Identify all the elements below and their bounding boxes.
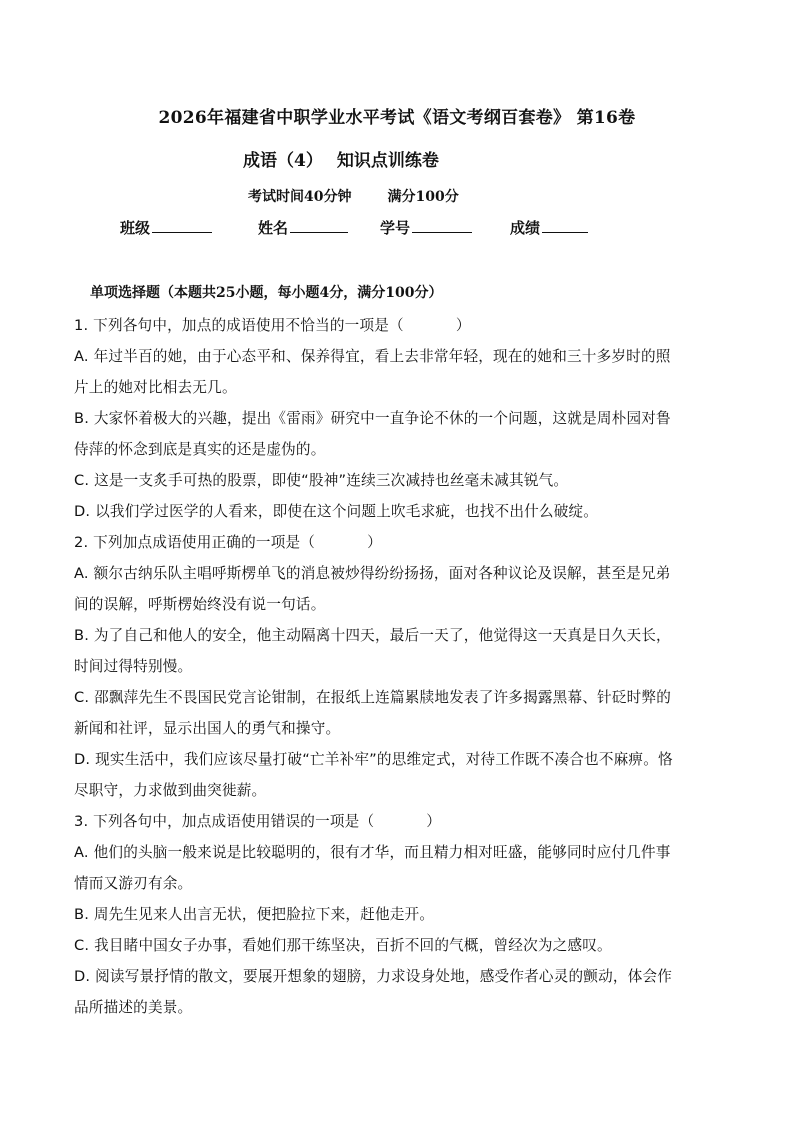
exam-time: 考试时间40分钟	[248, 189, 352, 205]
exam-meta	[248, 186, 459, 206]
option-2a-line-2: 间的误解，呼斯楞始终没有说一句话。	[74, 596, 326, 613]
option-3c: C. 我目睹中国女子办事，看她们那干练坚决，百折不回的气概，曾经次为之感叹。	[74, 937, 612, 954]
option-1a-line-1: A. 年过半百的她，由于心态平和、保养得宜，看上去非常年轻，现在的她和三十多岁时的照	[74, 348, 671, 365]
question-2-stem-text: 2. 下列加点成语使用正确的一项是（	[74, 534, 316, 551]
option-1b-line-2: 侍萍的怀念到底是真实的还是虚伪的。	[74, 441, 326, 458]
option-3d-line-2: 品所描述的美景。	[74, 999, 193, 1016]
grade-label: 成绩	[510, 219, 541, 237]
option-3a-line-1: A. 他们的头脑一般来说是比较聪明的，很有才华，而且精力相对旺盛，能够同时应付几件事	[74, 844, 671, 861]
student-id-blank[interactable]	[412, 216, 472, 233]
option-2b-line-1: B. 为了自己和他人的安全，他主动隔离十四天，最后一天了，他觉得这一天真是日久天长，	[74, 627, 671, 644]
question-2-paren-close: ）	[367, 534, 382, 551]
option-2c-line-2: 新闻和社评，显示出国人的勇气和操守。	[74, 720, 341, 737]
name-blank[interactable]	[290, 216, 348, 233]
exam-full-score: 满分100分	[387, 189, 459, 205]
student-id-field[interactable]	[380, 216, 472, 238]
option-2b-line-2: 时间过得特别慢。	[74, 658, 193, 675]
option-3d-line-1: D. 阅读写景抒情的散文，要展开想象的翅膀，力求设身处地，感受作者心灵的颤动，体会作	[74, 968, 673, 985]
exam-title: 2026年福建省中职学业水平考试《语文考纲百套卷》 第16卷	[158, 108, 636, 128]
section-heading: 单项选择题（本题共25小题，每小题4分，满分100分）	[90, 285, 443, 301]
option-1a-line-2: 片上的她对比相去无几。	[74, 379, 237, 396]
name-label: 姓名	[258, 219, 289, 237]
grade-field[interactable]	[510, 216, 588, 238]
questions-body	[74, 310, 734, 1023]
option-1d: D. 以我们学过医学的人看来，即使在这个问题上吹毛求疵，也找不出什么破绽。	[74, 503, 599, 520]
option-3a-line-2: 情而又游刃有余。	[74, 875, 193, 892]
question-stem	[74, 527, 734, 558]
student-id-label: 学号	[380, 219, 411, 237]
subtitle-topic: 成语（4）	[243, 151, 323, 171]
class-field[interactable]	[120, 216, 212, 238]
question-3-paren-close: ）	[426, 813, 442, 830]
option-2d-line-2: 尽职守，力求做到曲突徙薪。	[74, 782, 267, 799]
option-1c: C. 这是一支炙手可热的股票，即使“股神”连续三次减持也丝毫未减其锐气。	[74, 472, 569, 489]
name-field[interactable]	[258, 216, 348, 238]
question-stem	[74, 806, 734, 837]
question-stem	[74, 310, 734, 341]
option-3b: B. 周先生见来人出言无状，便把脸拉下来，赶他走开。	[74, 906, 435, 923]
option-2d-line-1: D. 现实生活中，我们应该尽量打破“亡羊补牢”的思维定式，对待工作既不凑合也不麻痹。恪	[74, 751, 673, 768]
subtitle-type: 知识点训练卷	[336, 151, 439, 171]
class-blank[interactable]	[152, 216, 212, 233]
class-label: 班级	[120, 219, 151, 237]
grade-blank[interactable]	[542, 216, 588, 233]
option-2c-line-1: C. 邵飘萍先生不畏国民党言论钳制，在报纸上连篇累牍地发表了许多揭露黑幕、针砭时弊的	[74, 689, 672, 706]
exam-subtitle	[243, 146, 439, 171]
question-1-stem-text: 1. 下列各句中，加点的成语使用不恰当的一项是（	[74, 317, 404, 334]
option-1b-line-1: B. 大家怀着极大的兴趣，提出《雷雨》研究中一直争论不休的一个问题，这就是周朴园对鲁	[74, 410, 671, 427]
option-2a-line-1: A. 额尔古纳乐队主唱呼斯楞单飞的消息被炒得纷纷扬扬，面对各种议论及误解，甚至是兄弟	[74, 565, 671, 582]
question-1-paren-close: ）	[455, 317, 471, 334]
question-3-stem-text: 3. 下列各句中，加点成语使用错误的一项是（	[74, 813, 375, 830]
